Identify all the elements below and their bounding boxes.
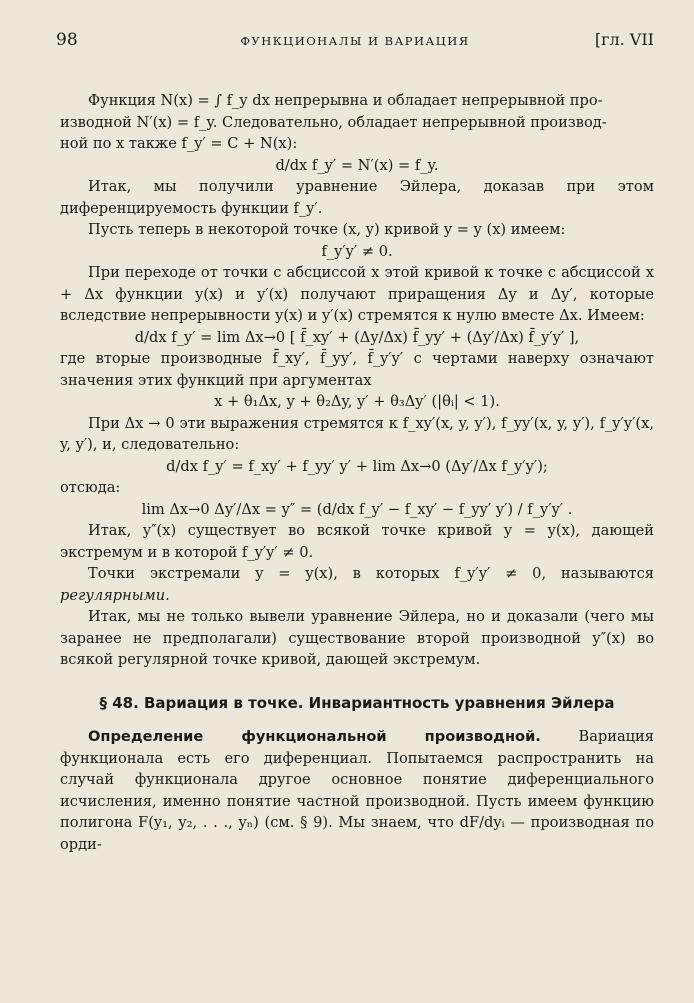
page-number: 98 xyxy=(56,30,78,50)
page-body xyxy=(60,90,654,855)
paragraph: Итак, мы не только вывели уравнение Эйлера, но и доказали (чего мы заранее не предполагали) существование второй производной y″(x) во всякой регулярной точке кривой, дающей экстремум. xyxy=(60,608,654,668)
running-title: ФУНКЦИОНАЛЫ И ВАРИАЦИЯ xyxy=(240,34,470,48)
paragraph: где вторые производные f̄_xy′, f̄_yy′, f̄_y′y′ с чертами наверху означают значения этих функций при аргументах xyxy=(60,350,654,389)
formula: d/dx f_y′ = N′(x) = f_y. xyxy=(275,156,439,174)
paragraph: ной по x также f_y′ = C + N(x): xyxy=(60,135,298,152)
paragraph-text: Вариация функционала есть его диференциал. Попытаемся распространить на случай функционала другое основное понятие диференциального исчисления, именно понятие частной производной. Пусть имеем функцию полигона F(y₁, y₂, . . ., yₙ) (см. § 9). Мы знаем, что dF/dyᵢ — производная по орди- xyxy=(60,728,654,853)
paragraph: изводной N′(x) = f_y. Следовательно, обладает непрерывной производ- xyxy=(60,113,607,131)
paragraph: Пусть теперь в некоторой точке (x, y) кривой y = y (x) имеем: xyxy=(88,221,566,238)
paragraph: При Δx → 0 эти выражения стремятся к f_xy′(x, y, y′), f_yy′(x, y, y′), f_y′y′(x, y, y′), и, следовательно: xyxy=(60,414,654,453)
paragraph: Итак, мы получили уравнение Эйлера, доказав при этом диференцируемость функции f_y′. xyxy=(60,178,654,217)
formula: lim Δx→0 Δy′/Δx = y″ = (d/dx f_y′ − f_xy′ − f_yy′ y′) / f_y′y′ . xyxy=(141,500,573,518)
chapter-label: [гл. VII xyxy=(594,30,654,49)
running-header xyxy=(56,30,654,56)
formula: d/dx f_y′ = lim Δx→0 [ f̄_xy′ + (Δy/Δx) f̄_yy′ + (Δy′/Δx) f̄_y′y′ ], xyxy=(134,328,580,346)
formula: x + θ₁Δx, y + θ₂Δy, y′ + θ₃Δy′ (|θᵢ| < 1). xyxy=(214,393,500,410)
defined-term: регулярными. xyxy=(60,586,170,604)
section-heading: § 48. Вариация в точке. Инвариантность уравнения Эйлера xyxy=(99,693,615,712)
paragraph xyxy=(60,563,654,606)
formula: f_y′y′ ≠ 0. xyxy=(321,242,393,260)
subsection-heading: Определение функциональной производной. xyxy=(88,728,541,745)
paragraph xyxy=(60,726,654,855)
paragraph: отсюда: xyxy=(60,479,121,496)
formula: d/dx f_y′ = f_xy′ + f_yy′ y′ + lim Δx→0 (Δy′/Δx f_y′y′); xyxy=(166,457,548,475)
paragraph: Итак, y″(x) существует во всякой точке кривой y = y(x), дающей экстремум и в которой f_y′y′ ≠ 0. xyxy=(60,522,654,561)
paragraph: При переходе от точки с абсциссой x этой кривой к точке с абсциссой x + Δx функции y(x) и y′(x) получают приращения Δy и Δy′, которые вследствие непрерывности y(x) и y′(x) стремятся к нулю вместе Δx. Имеем: xyxy=(60,264,654,324)
paragraph-text: Точки экстремали y = y(x), в которых f_y′y′ ≠ 0, называются xyxy=(88,565,654,582)
paragraph: Функция N(x) = ∫ f_y dx непрерывна и обладает непрерывной про- xyxy=(88,92,603,109)
